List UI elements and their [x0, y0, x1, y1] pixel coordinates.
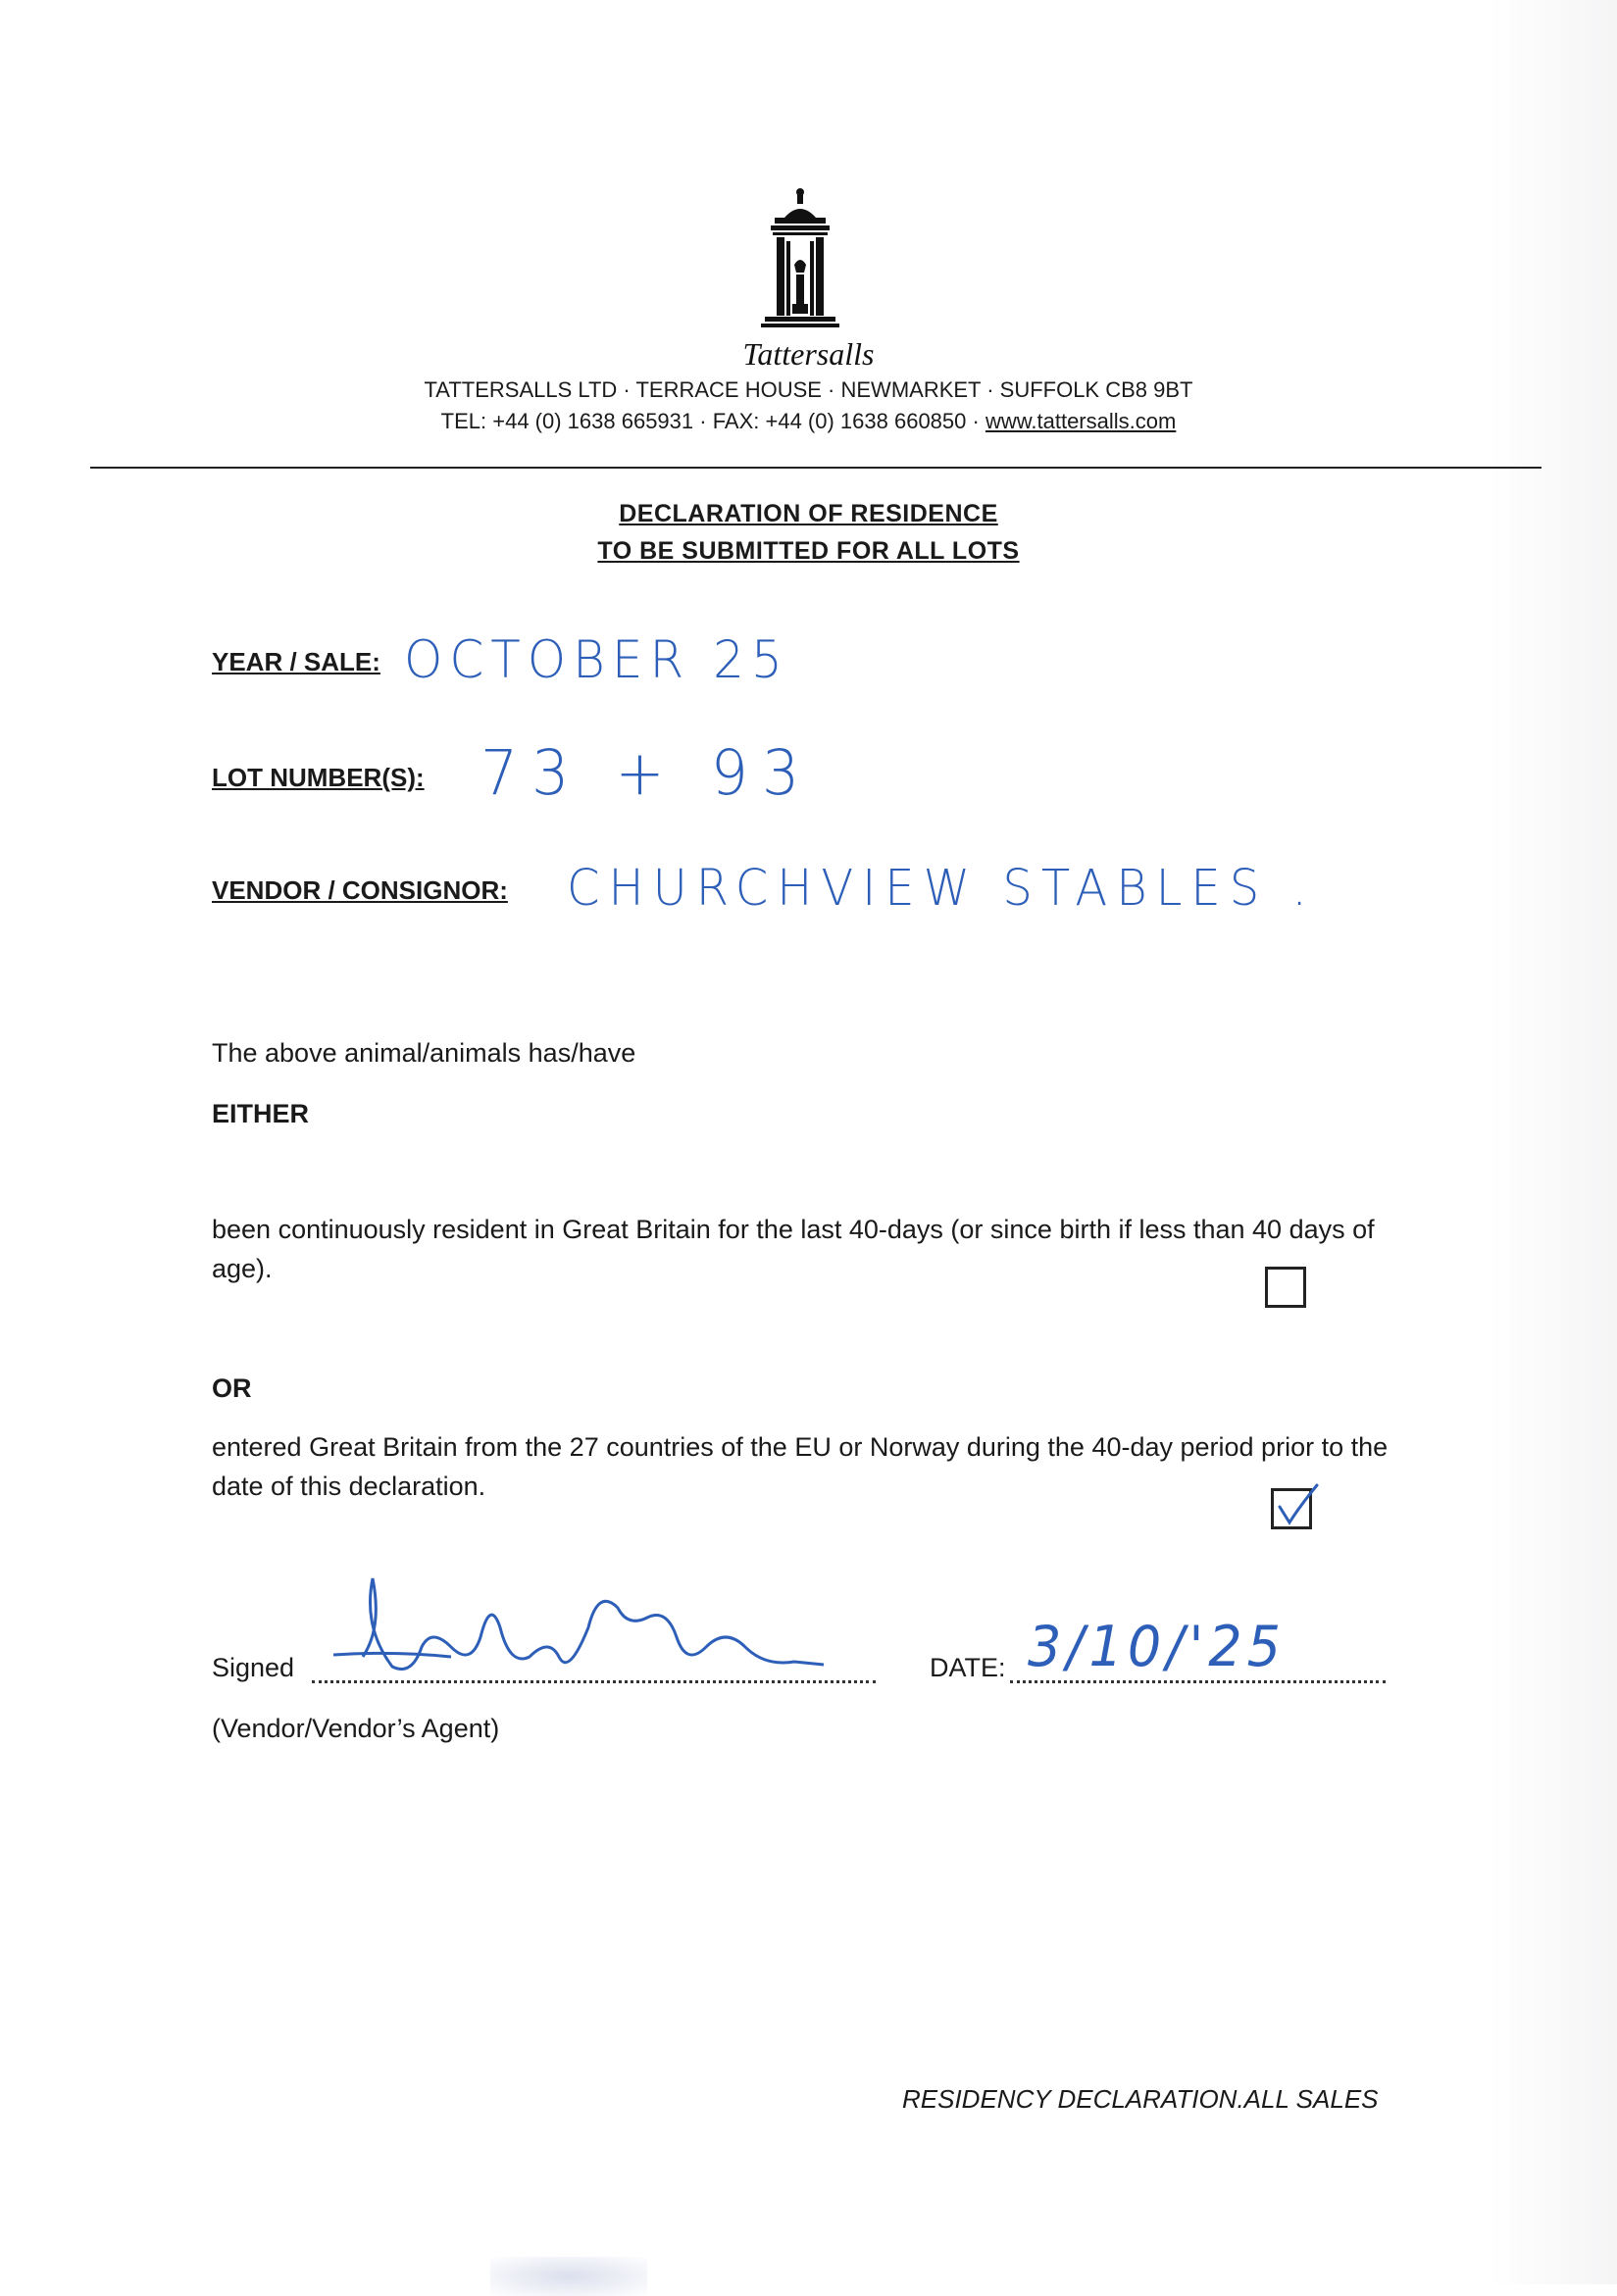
year-sale-label: YEAR / SALE:	[212, 647, 380, 676]
form-subtitle: TO BE SUBMITTED FOR ALL LOTS	[597, 537, 1020, 565]
vendor-value: CHURCHVIEW STABLES .	[567, 859, 1316, 918]
or-heading: OR	[212, 1373, 252, 1403]
scan-smudge	[490, 2257, 647, 2296]
lot-numbers-label: LOT NUMBER(S):	[212, 763, 425, 792]
website-link[interactable]: www.tattersalls.com	[985, 409, 1177, 433]
date-label: DATE:	[930, 1653, 1006, 1682]
option2-text: entered Great Britain from the 27 countries of the EU or Norway during the 40-day period prior to the date of this declaration.	[212, 1432, 1389, 1501]
option1-checkbox[interactable]	[1265, 1267, 1306, 1308]
handwritten-signature-icon	[333, 1569, 843, 1696]
vendor-label: VENDOR / CONSIGNOR:	[212, 875, 508, 905]
company-address: TATTERSALLS LTD · TERRACE HOUSE · NEWMARKET · SUFFOLK CB8 9BT	[424, 377, 1193, 402]
option1-text: been continuously resident in Great Britain for the last 40-days (or since birth if less than 40 days of age).	[212, 1215, 1375, 1283]
form-title: DECLARATION OF RESIDENCE	[619, 500, 998, 527]
declaration-intro: The above animal/animals has/have	[212, 1038, 636, 1068]
header-divider	[90, 467, 1541, 469]
lot-numbers-value: 73 + 93	[480, 737, 814, 810]
vendor-agent-note: (Vendor/Vendor’s Agent)	[212, 1714, 500, 1743]
date-line	[1010, 1680, 1386, 1683]
company-contact	[0, 409, 1617, 434]
option2-checkbox[interactable]	[1271, 1488, 1312, 1529]
form-footer: RESIDENCY DECLARATION.ALL SALES	[902, 2084, 1379, 2114]
brand-name: Tattersalls	[742, 336, 875, 372]
signed-label: Signed	[212, 1653, 295, 1682]
either-heading: EITHER	[212, 1099, 310, 1128]
tattersalls-logo-icon	[755, 186, 853, 343]
year-sale-value: OCTOBER 25	[404, 629, 789, 690]
contact-numbers: TEL: +44 (0) 1638 665931 · FAX: +44 (0) 1638 660850 ·	[440, 409, 985, 433]
checkmark-icon	[1274, 1477, 1333, 1536]
date-value: 3/10/'25	[1028, 1614, 1287, 1679]
